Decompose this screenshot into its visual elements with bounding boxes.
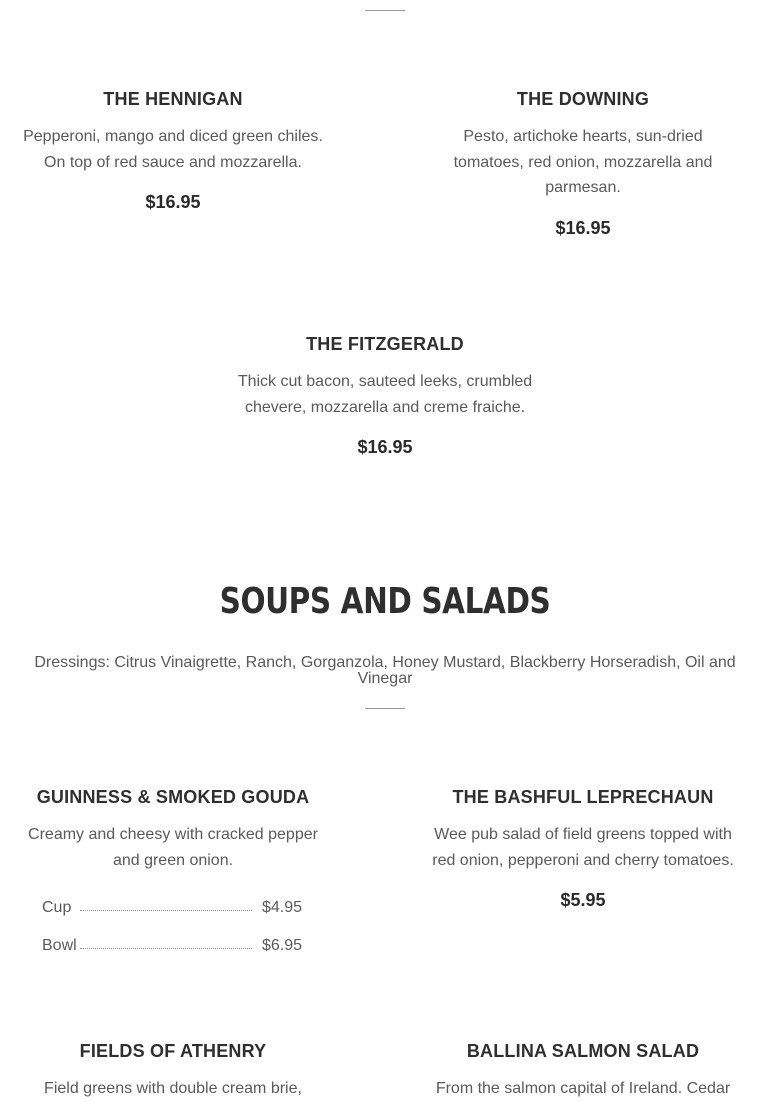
menu-item-downing bbox=[443, 88, 723, 239]
item-description: Wee pub salad of field greens topped with red onion, pepperoni and cherry tomatoes. bbox=[432, 826, 734, 869]
item-price: $16.95 bbox=[555, 217, 611, 238]
size-price: $4.95 bbox=[262, 899, 303, 916]
menu-item-fitzgerald bbox=[230, 333, 540, 458]
dot-leader bbox=[80, 948, 252, 949]
top-divider bbox=[365, 10, 405, 11]
dot-leader bbox=[80, 910, 252, 911]
size-label: Bowl bbox=[42, 937, 77, 954]
menu-item-ballina-salmon-salad bbox=[428, 1040, 738, 1102]
item-title: THE DOWNING bbox=[516, 89, 650, 109]
size-option-cup bbox=[42, 897, 312, 919]
item-title: THE FITZGERALD bbox=[306, 334, 464, 354]
size-option-bowl bbox=[42, 935, 312, 957]
item-title: THE BASHFUL LEPRECHAUN bbox=[452, 787, 714, 807]
item-description: Field greens with double cream brie, bbox=[44, 1080, 302, 1097]
item-price: $16.95 bbox=[145, 192, 201, 212]
item-description: Pesto, artichoke hearts, sun-dried tomatoes, red onion, mozzarella and parmesan. bbox=[453, 128, 713, 196]
item-description: Creamy and cheesy with cracked pepper and green onion. bbox=[28, 826, 318, 869]
menu-item-guinness-gouda bbox=[18, 786, 328, 873]
item-price: $16.95 bbox=[357, 437, 413, 457]
size-label: Cup bbox=[42, 899, 72, 916]
item-price: $5.95 bbox=[560, 890, 606, 910]
item-title: THE HENNIGAN bbox=[103, 89, 243, 109]
menu-item-bashful-leprechaun bbox=[428, 786, 738, 911]
item-description: From the salmon capital of Ireland. Cedar bbox=[435, 1080, 731, 1097]
menu-item-hennigan bbox=[18, 88, 328, 213]
dressings-note: Dressings: Citrus Vinaigrette, Ranch, Gorganzola, Honey Mustard, Blackberry Horseradish, Oil and Vinegar bbox=[34, 654, 736, 687]
section-divider bbox=[365, 708, 405, 709]
item-description: Thick cut bacon, sauteed leeks, crumbled chevere, mozzarella and creme fraiche. bbox=[237, 373, 533, 416]
item-description: Pepperoni, mango and diced green chiles. On top of red sauce and mozzarella. bbox=[23, 128, 323, 171]
item-title: BALLINA SALMON SALAD bbox=[466, 1041, 700, 1061]
item-title: FIELDS OF ATHENRY bbox=[79, 1041, 267, 1061]
size-price: $6.95 bbox=[262, 937, 303, 954]
section-heading: SOUPS AND SALADS bbox=[219, 581, 551, 622]
menu-item-fields-of-athenry bbox=[18, 1040, 328, 1102]
item-title: GUINNESS & SMOKED GOUDA bbox=[36, 787, 310, 807]
